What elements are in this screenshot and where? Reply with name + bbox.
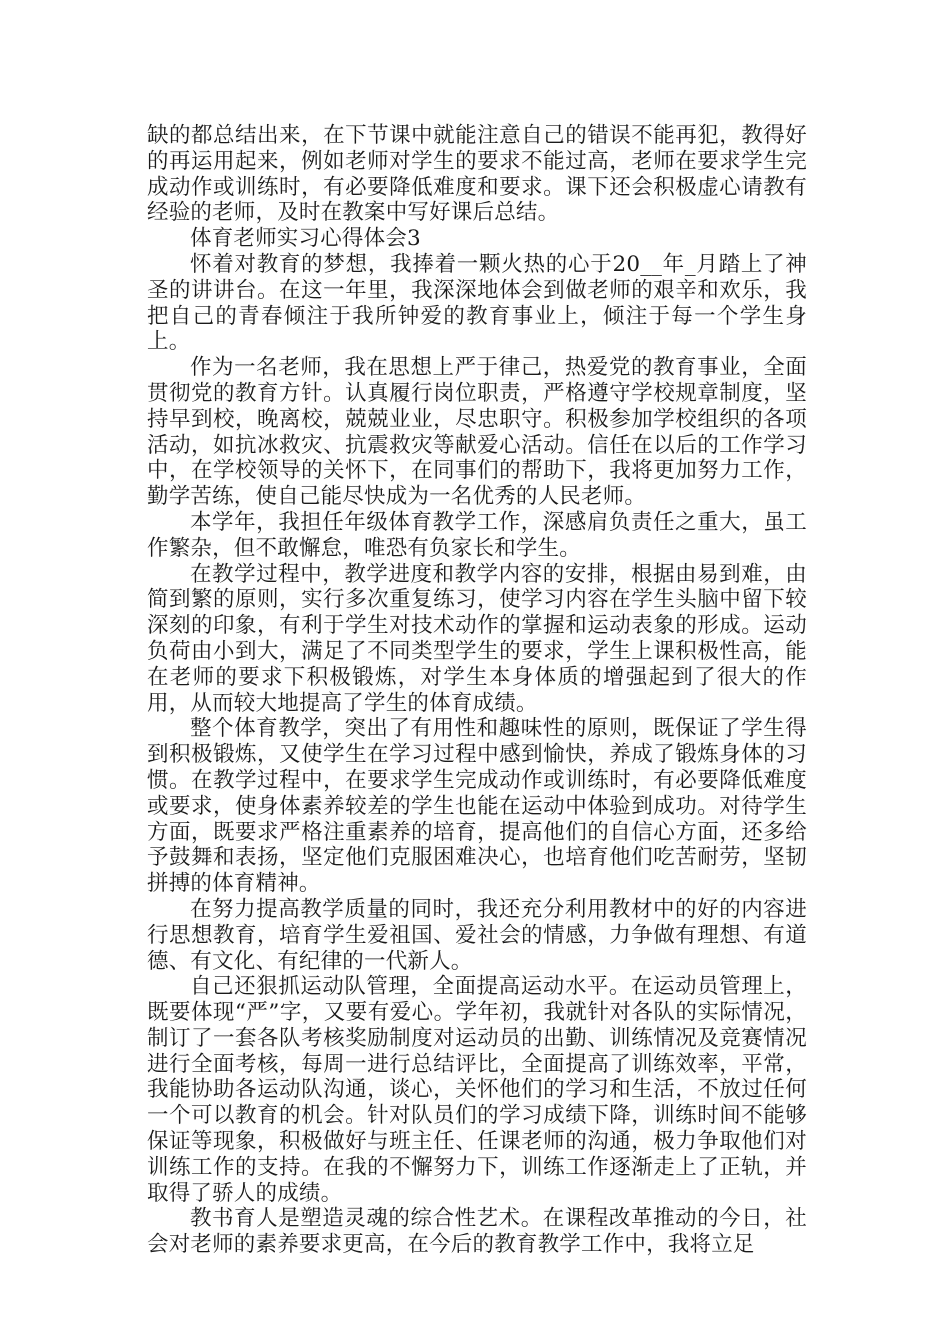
paragraph-continuation: 缺的都总结出来，在下节课中就能注意自己的错误不能再犯，教得好的再运用起来，例如老师对学生的要求不能过高，老师在要求学生完成动作或训练时，有必要降低难度和要求。课下还会积极虚心请教有经验的老师，及时在教案中写好课后总结。: [147, 123, 807, 226]
paragraph: 自己还狠抓运动队管理，全面提高运动水平。在运动员管理上，既要体现“严”字，又要有爱心。学年初，我就针对各队的实际情况，制订了一套各队考核奖励制度对运动员的出勤、训练情况及竞赛情况进行全面考核，每周一进行总结评比，全面提高了训练效率，平常，我能协助各运动队沟通，谈心，关怀他们的学习和生活，不放过任何一个可以教育的机会。针对队员们的学习成绩下降，训练时间不能够保证等现象，积极做好与班主任、任课老师的沟通，极力争取他们对训练工作的支持。在我的不懈努力下，训练工作逐渐走上了正轨，并取得了骄人的成绩。: [147, 974, 807, 1206]
paragraph: 在努力提高教学质量的同时，我还充分利用教材中的好的内容进行思想教育，培育学生爱祖国、爱社会的情感，力争做有理想、有道德、有文化、有纪律的一代新人。: [147, 896, 807, 974]
paragraph: 在教学过程中，教学进度和教学内容的安排，根据由易到难，由简到繁的原则，实行多次重复练习，使学习内容在学生头脑中留下较深刻的印象，有利于学生对技术动作的掌握和运动表象的形成。运动负荷由小到大，满足了不同类型学生的要求，学生上课积极性高，能在老师的要求下积极锻炼，对学生本身体质的增强起到了很大的作用，从而较大地提高了学生的体育成绩。: [147, 561, 807, 716]
paragraph: 教书育人是塑造灵魂的综合性艺术。在课程改革推动的今日，社会对老师的素养要求更高，在今后的教育教学工作中，我将立足: [147, 1206, 807, 1258]
paragraph: 整个体育教学，突出了有用性和趣味性的原则，既保证了学生得到积极锻炼，又使学生在学习过程中感到愉快，养成了锻炼身体的习惯。在教学过程中，在要求学生完成动作或训练时，有必要降低难度或要求，使身体素养较差的学生也能在运动中体验到成功。对待学生方面，既要求严格注重素养的培育，提高他们的自信心方面，还多给予鼓舞和表扬，坚定他们克服困难决心，也培育他们吃苦耐劳，坚韧拼搏的体育精神。: [147, 716, 807, 897]
document-body: [147, 123, 807, 1258]
paragraph: 本学年，我担任年级体育教学工作，深感肩负责任之重大，虽工作繁杂，但不敢懈怠，唯恐有负家长和学生。: [147, 509, 807, 561]
section-heading: 体育老师实习心得体会3: [190, 226, 421, 252]
paragraph: 怀着对教育的梦想，我捧着一颗火热的心于20__年_月踏上了神圣的讲讲台。在这一年里，我深深地体会到做老师的艰辛和欢乐，我把自己的青春倾注于我所钟爱的教育事业上，倾注于每一个学生身上。: [147, 251, 807, 355]
paragraph: 作为一名老师，我在思想上严于律己，热爱党的教育事业，全面贯彻党的教育方针。认真履行岗位职责，严格遵守学校规章制度，坚持早到校，晚离校，兢兢业业，尽忠职守。积极参加学校组织的各项活动，如抗冰救灾、抗震救灾等献爱心活动。信任在以后的工作学习中，在学校领导的关怀下，在同事们的帮助下，我将更加努力工作，勤学苦练，使自己能尽快成为一名优秀的人民老师。: [147, 355, 807, 510]
